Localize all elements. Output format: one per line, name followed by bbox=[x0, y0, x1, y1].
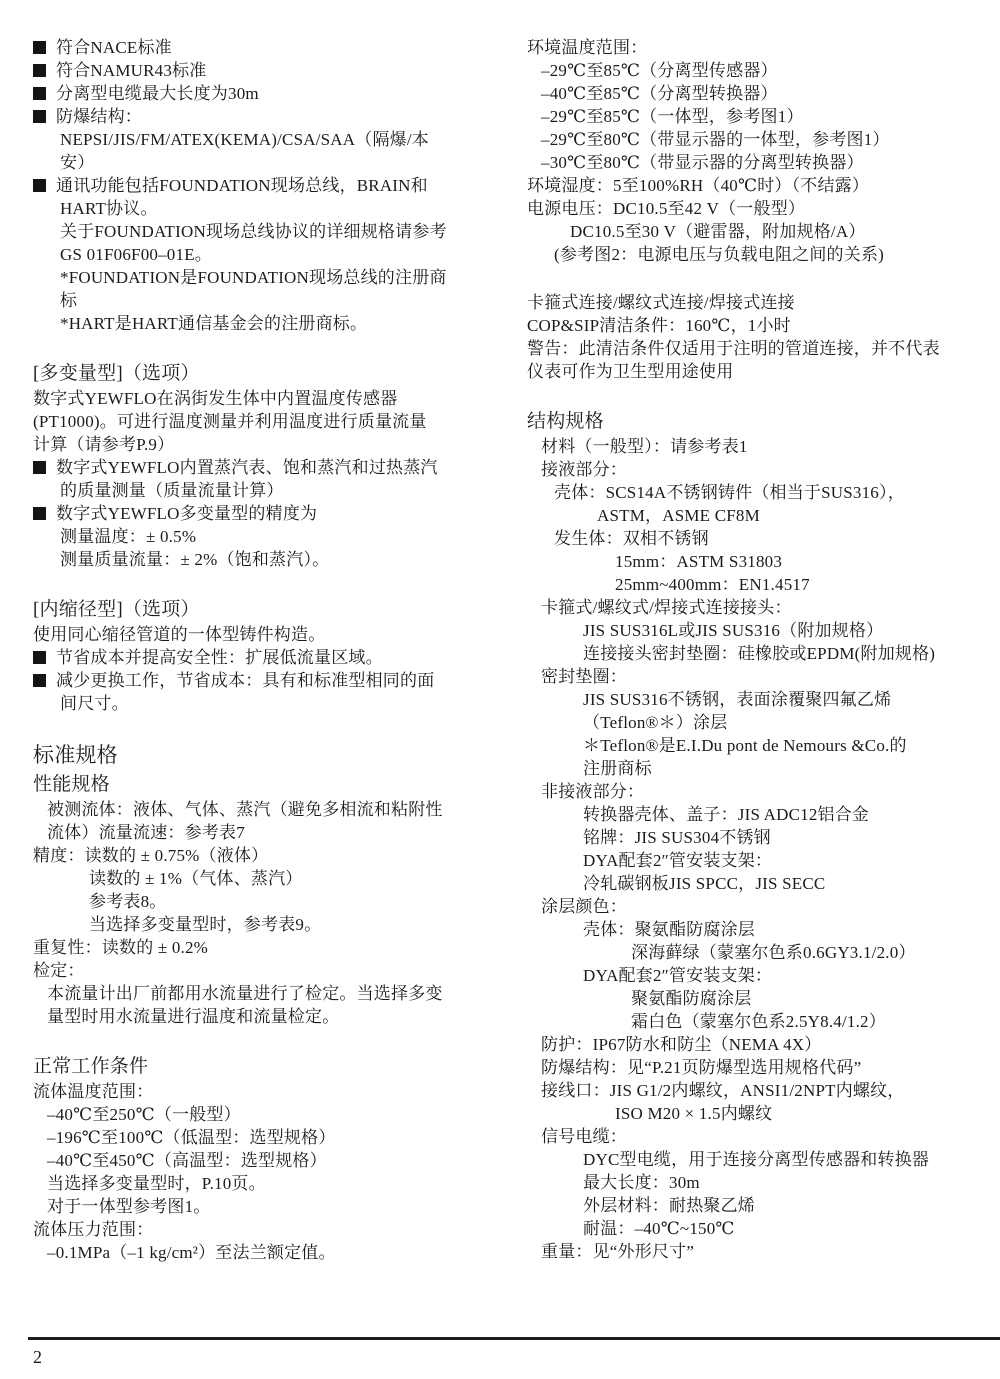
text-line bbox=[33, 1218, 501, 1241]
text-line bbox=[33, 174, 501, 197]
line-text: 注册商标 bbox=[583, 759, 652, 778]
line-text: 霜白色（蒙塞尔色系2.5Y8.4/1.2） bbox=[631, 1012, 886, 1031]
line-text: (PT1000)。可进行温度测量并利用温度进行质量流量 bbox=[33, 412, 427, 431]
line-text: 壳体：聚氨酯防腐涂层 bbox=[583, 920, 755, 939]
line-text: 冷轧碳钢板JIS SPCC，JIS SECC bbox=[583, 874, 826, 893]
line-text: 密封垫圈： bbox=[541, 667, 627, 686]
text-line bbox=[33, 525, 501, 548]
text-line bbox=[527, 1033, 989, 1056]
text-line bbox=[33, 867, 501, 890]
text-line bbox=[527, 174, 989, 197]
line-text: 结构规格 bbox=[527, 411, 604, 432]
text-line bbox=[33, 197, 501, 220]
text-line bbox=[527, 314, 989, 337]
line-text: 量型时用水流量进行温度和流量检定。 bbox=[47, 1007, 340, 1026]
text-line bbox=[527, 36, 989, 59]
line-text: 重量：见“外形尺寸” bbox=[541, 1242, 695, 1261]
line-text: 防护：IP67防水和防尘（NEMA 4X） bbox=[541, 1035, 822, 1054]
line-text: 信号电缆： bbox=[541, 1127, 627, 1146]
text-line bbox=[527, 941, 989, 964]
text-line bbox=[527, 642, 989, 665]
standard-specs bbox=[33, 740, 501, 1028]
line-text: 流体）流量流速：参考表7 bbox=[47, 823, 245, 842]
line-text: GS 01F06F00–01E。 bbox=[60, 245, 212, 264]
text-line bbox=[33, 1195, 501, 1218]
line-text: JIS SUS316L或JIS SUS316（附加规格） bbox=[583, 621, 884, 640]
text-line bbox=[33, 502, 501, 525]
text-line bbox=[33, 821, 501, 844]
bullet-square-icon bbox=[33, 87, 46, 100]
text-line bbox=[527, 243, 989, 266]
line-text: 标准规格 bbox=[33, 743, 118, 767]
right-text-column bbox=[527, 36, 989, 1263]
text-line bbox=[527, 849, 989, 872]
text-line bbox=[527, 128, 989, 151]
line-text: 环境湿度：5至100%RH（40℃时）（不结露） bbox=[527, 176, 870, 195]
page-number: 2 bbox=[33, 1347, 42, 1367]
structure-specs bbox=[527, 408, 989, 1263]
line-text: （Teflon®＊）涂层 bbox=[583, 713, 728, 732]
line-text: 材料（一般型）：请参考表1 bbox=[541, 437, 748, 456]
text-line bbox=[527, 1240, 989, 1263]
text-line bbox=[33, 151, 501, 174]
line-text: 的质量测量（质量流量计算） bbox=[60, 481, 284, 500]
text-line bbox=[33, 548, 501, 571]
section-heading bbox=[33, 1053, 501, 1080]
text-line bbox=[527, 435, 989, 458]
line-text: 对于一体型参考图1。 bbox=[47, 1197, 211, 1216]
line-text: 转换器壳体、盖子：JIS ADC12铝合金 bbox=[583, 805, 870, 824]
line-text: 符合NAMUR43标准 bbox=[56, 61, 207, 80]
line-text: 标 bbox=[60, 291, 78, 310]
section-heading bbox=[33, 360, 501, 387]
text-line bbox=[33, 433, 501, 456]
text-line bbox=[527, 1056, 989, 1079]
line-text: 耐温：–40℃~150℃ bbox=[583, 1219, 735, 1238]
text-line bbox=[33, 669, 501, 692]
ambient-conditions bbox=[527, 36, 989, 266]
line-text: –40℃至85℃（分离型转换器） bbox=[541, 84, 778, 103]
line-text: –29℃至80℃（带显示器的一体型，参考图1） bbox=[541, 130, 890, 149]
line-text: NEPSI/JIS/FM/ATEX(KEMA)/CSA/SAA（隔爆/本 bbox=[60, 130, 429, 149]
line-text: *FOUNDATION是FOUNDATION现场总线的注册商 bbox=[60, 268, 447, 287]
line-text: 分离型电缆最大长度为30m bbox=[56, 84, 259, 103]
text-line bbox=[33, 220, 501, 243]
line-text: ASTM，ASME CF8M bbox=[597, 506, 760, 525]
line-text: –40℃至250℃（一般型） bbox=[47, 1105, 241, 1124]
line-text: DYC型电缆，用于连接分离型传感器和转换器 bbox=[583, 1150, 930, 1169]
text-line bbox=[527, 964, 989, 987]
line-text: 环境温度范围： bbox=[527, 38, 648, 57]
line-text: –29℃至85℃（分离型传感器） bbox=[541, 61, 778, 80]
normal-operating-conditions bbox=[33, 1053, 501, 1264]
line-text: 壳体：SCS14A不锈钢铸件（相当于SUS316）， bbox=[554, 483, 905, 502]
text-line bbox=[33, 59, 501, 82]
text-line bbox=[33, 844, 501, 867]
line-text: 发生体：双相不锈钢 bbox=[554, 529, 709, 548]
line-text: [内缩径型]（选项） bbox=[33, 599, 200, 620]
text-line bbox=[527, 291, 989, 314]
text-line bbox=[527, 688, 989, 711]
bullet-square-icon bbox=[33, 507, 46, 520]
text-line bbox=[33, 1005, 501, 1028]
line-text: 当选择多变量型时，P.10页。 bbox=[47, 1174, 266, 1193]
line-text: 防爆结构： bbox=[56, 107, 142, 126]
bullet-square-icon bbox=[33, 41, 46, 54]
section-heading bbox=[527, 408, 989, 435]
line-text: DYA配套2″管安装支架： bbox=[583, 966, 773, 985]
left-text-column bbox=[33, 36, 501, 1264]
line-text: 节省成本并提高安全性：扩展低流量区域。 bbox=[56, 648, 383, 667]
line-text: 接线口：JIS G1/2内螺纹，ANSI1/2NPT内螺纹， bbox=[541, 1081, 905, 1100]
text-line bbox=[527, 803, 989, 826]
line-text: 深海藓绿（蒙塞尔色系0.6GY3.1/2.0） bbox=[631, 943, 916, 962]
line-text: 测量质量流量：± 2%（饱和蒸汽）。 bbox=[60, 550, 330, 569]
line-text: DC10.5至30 V（避雷器，附加规格/A） bbox=[570, 222, 866, 241]
text-line bbox=[33, 243, 501, 266]
section-heading bbox=[33, 740, 501, 771]
text-line bbox=[33, 959, 501, 982]
text-line bbox=[527, 1194, 989, 1217]
line-text: 符合NACE标准 bbox=[56, 38, 172, 57]
line-text: –30℃至80℃（带显示器的分离型转换器） bbox=[541, 153, 864, 172]
text-line bbox=[527, 872, 989, 895]
line-text: 当选择多变量型时，参考表9。 bbox=[89, 915, 322, 934]
text-line bbox=[527, 734, 989, 757]
line-text: 接液部分： bbox=[541, 460, 627, 479]
line-text: 重复性：读数的 ± 0.2% bbox=[33, 938, 209, 957]
line-text: 测量温度：± 0.5% bbox=[60, 527, 197, 546]
text-line bbox=[33, 1080, 501, 1103]
line-text: HART协议。 bbox=[60, 199, 158, 218]
text-line bbox=[33, 128, 501, 151]
line-text: 参考表8。 bbox=[89, 892, 167, 911]
text-line bbox=[527, 918, 989, 941]
bullet-square-icon bbox=[33, 110, 46, 123]
line-text: 仪表可作为卫生型用途使用 bbox=[527, 362, 734, 381]
text-line bbox=[33, 456, 501, 479]
line-text: 外层材料：耐热聚乙烯 bbox=[583, 1196, 755, 1215]
text-line bbox=[33, 387, 501, 410]
section-heading bbox=[33, 771, 501, 798]
line-text: 使用同心缩径管道的一体型铸件构造。 bbox=[33, 625, 326, 644]
line-text: 被测流体：液体、气体、蒸汽（避免多相流和粘附性 bbox=[47, 800, 443, 819]
bullet-square-icon bbox=[33, 461, 46, 474]
multi-variable-option bbox=[33, 360, 501, 571]
text-line bbox=[527, 1171, 989, 1194]
line-text: DYA配套2″管安装支架： bbox=[583, 851, 773, 870]
connection-cleaning bbox=[527, 291, 989, 383]
text-line bbox=[33, 623, 501, 646]
line-text: 聚氨酯防腐涂层 bbox=[631, 989, 752, 1008]
text-line bbox=[33, 36, 501, 59]
line-text: 最大长度：30m bbox=[583, 1173, 700, 1192]
line-text: 流体压力范围： bbox=[33, 1220, 154, 1239]
line-text: 计算（请参考P.9） bbox=[33, 435, 175, 454]
text-line bbox=[527, 573, 989, 596]
text-line bbox=[33, 312, 501, 335]
line-text: 减少更换工作，节省成本：具有和标准型相同的面 bbox=[56, 671, 435, 690]
line-text: 非接液部分： bbox=[541, 782, 645, 801]
text-line bbox=[527, 596, 989, 619]
text-line bbox=[33, 479, 501, 502]
text-line bbox=[527, 527, 989, 550]
line-text: 15mm：ASTM S31803 bbox=[615, 552, 783, 571]
line-text: 防爆结构：见“P.21页防爆型选用规格代码” bbox=[541, 1058, 862, 1077]
text-line bbox=[527, 220, 989, 243]
text-line bbox=[527, 1125, 989, 1148]
text-line bbox=[527, 1217, 989, 1240]
line-text: –40℃至450℃（高温型：选型规格） bbox=[47, 1151, 327, 1170]
text-line bbox=[527, 59, 989, 82]
text-line bbox=[527, 504, 989, 527]
line-text: 本流量计出厂前都用水流量进行了检定。当选择多变 bbox=[47, 984, 443, 1003]
text-line bbox=[527, 1102, 989, 1125]
line-text: 卡箍式/螺纹式/焊接式连接接头： bbox=[541, 598, 792, 617]
text-line bbox=[527, 757, 989, 780]
line-text: 流体温度范围： bbox=[33, 1082, 154, 1101]
line-text: (参考图2：电源电压与负载电阻之间的关系) bbox=[554, 245, 885, 264]
line-text: COP&SIP清洁条件：160℃，1小时 bbox=[527, 316, 791, 335]
bullet-square-icon bbox=[33, 179, 46, 192]
text-line bbox=[33, 646, 501, 669]
bullet-square-icon bbox=[33, 64, 46, 77]
text-line bbox=[33, 266, 501, 289]
line-text: JIS SUS316不锈钢，表面涂覆聚四氟乙烯 bbox=[583, 690, 892, 709]
text-line bbox=[527, 151, 989, 174]
line-text: ISO M20 × 1.5内螺纹 bbox=[615, 1104, 773, 1123]
line-text: 警告：此清洁条件仅适用于注明的管道连接，并不代表 bbox=[527, 339, 940, 358]
text-line bbox=[527, 550, 989, 573]
line-text: 电源电压：DC10.5至42 V（一般型） bbox=[527, 199, 806, 218]
reduced-bore-option bbox=[33, 596, 501, 715]
text-line bbox=[527, 458, 989, 481]
line-text: 连接接头密封垫圈：硅橡胶或EPDM(附加规格) bbox=[583, 644, 936, 663]
line-text: 正常工作条件 bbox=[33, 1056, 149, 1077]
line-text: 检定： bbox=[33, 961, 85, 980]
line-text: 通讯功能包括FOUNDATION现场总线，BRAIN和 bbox=[56, 176, 428, 195]
text-line bbox=[527, 619, 989, 642]
line-text: 读数的 ± 1%（气体、蒸汽） bbox=[89, 869, 303, 888]
text-line bbox=[527, 711, 989, 734]
text-line bbox=[527, 481, 989, 504]
text-line bbox=[33, 913, 501, 936]
text-line bbox=[527, 987, 989, 1010]
line-text: 卡箍式连接/螺纹式连接/焊接式连接 bbox=[527, 293, 795, 312]
line-text: 间尺寸。 bbox=[60, 694, 129, 713]
line-text: [多变量型]（选项） bbox=[33, 363, 200, 384]
text-line bbox=[33, 982, 501, 1005]
line-text: 性能规格 bbox=[33, 774, 110, 795]
line-text: 关于FOUNDATION现场总线协议的详细规格请参考 bbox=[60, 222, 447, 241]
text-line bbox=[33, 692, 501, 715]
line-text: 25mm~400mm：EN1.4517 bbox=[615, 575, 810, 594]
text-line bbox=[527, 780, 989, 803]
text-line bbox=[33, 1103, 501, 1126]
line-text: ＊Teflon®是E.I.Du pont de Nemours &Co.的 bbox=[583, 736, 907, 755]
section-heading bbox=[33, 596, 501, 623]
text-line bbox=[33, 289, 501, 312]
text-line bbox=[33, 936, 501, 959]
text-line bbox=[33, 1126, 501, 1149]
text-line bbox=[527, 1148, 989, 1171]
text-line bbox=[33, 82, 501, 105]
bullet-square-icon bbox=[33, 674, 46, 687]
line-text: 铭牌：JIS SUS304不锈钢 bbox=[583, 828, 771, 847]
text-line bbox=[527, 197, 989, 220]
line-text: –0.1MPa（–1 kg/cm²）至法兰额定值。 bbox=[47, 1243, 336, 1262]
line-text: 安） bbox=[60, 153, 95, 172]
text-line bbox=[33, 1172, 501, 1195]
text-line bbox=[527, 1010, 989, 1033]
text-line bbox=[33, 105, 501, 128]
text-line bbox=[527, 360, 989, 383]
text-line bbox=[527, 826, 989, 849]
text-line bbox=[33, 1149, 501, 1172]
feature-bullets bbox=[33, 36, 501, 335]
line-text: 精度：读数的 ± 0.75%（液体） bbox=[33, 846, 269, 865]
text-line bbox=[33, 410, 501, 433]
text-line bbox=[527, 82, 989, 105]
line-text: *HART是HART通信基金会的注册商标。 bbox=[60, 314, 368, 333]
text-line bbox=[527, 1079, 989, 1102]
line-text: 数字式YEWFLO多变量型的精度为 bbox=[56, 504, 318, 523]
text-line bbox=[33, 1241, 501, 1264]
line-text: –196℃至100℃（低温型：选型规格） bbox=[47, 1128, 336, 1147]
text-line bbox=[33, 798, 501, 821]
text-line bbox=[527, 665, 989, 688]
text-line bbox=[527, 895, 989, 918]
footer-divider bbox=[28, 1337, 1000, 1340]
bullet-square-icon bbox=[33, 651, 46, 664]
line-text: –29℃至85℃（一体型，参考图1） bbox=[541, 107, 804, 126]
line-text: 数字式YEWFLO在涡街发生体中内置温度传感器 bbox=[33, 389, 398, 408]
text-line bbox=[527, 337, 989, 360]
line-text: 涂层颜色： bbox=[541, 897, 627, 916]
line-text: 数字式YEWFLO内置蒸汽表、饱和蒸汽和过热蒸汽 bbox=[56, 458, 438, 477]
text-line bbox=[33, 890, 501, 913]
text-line bbox=[527, 105, 989, 128]
